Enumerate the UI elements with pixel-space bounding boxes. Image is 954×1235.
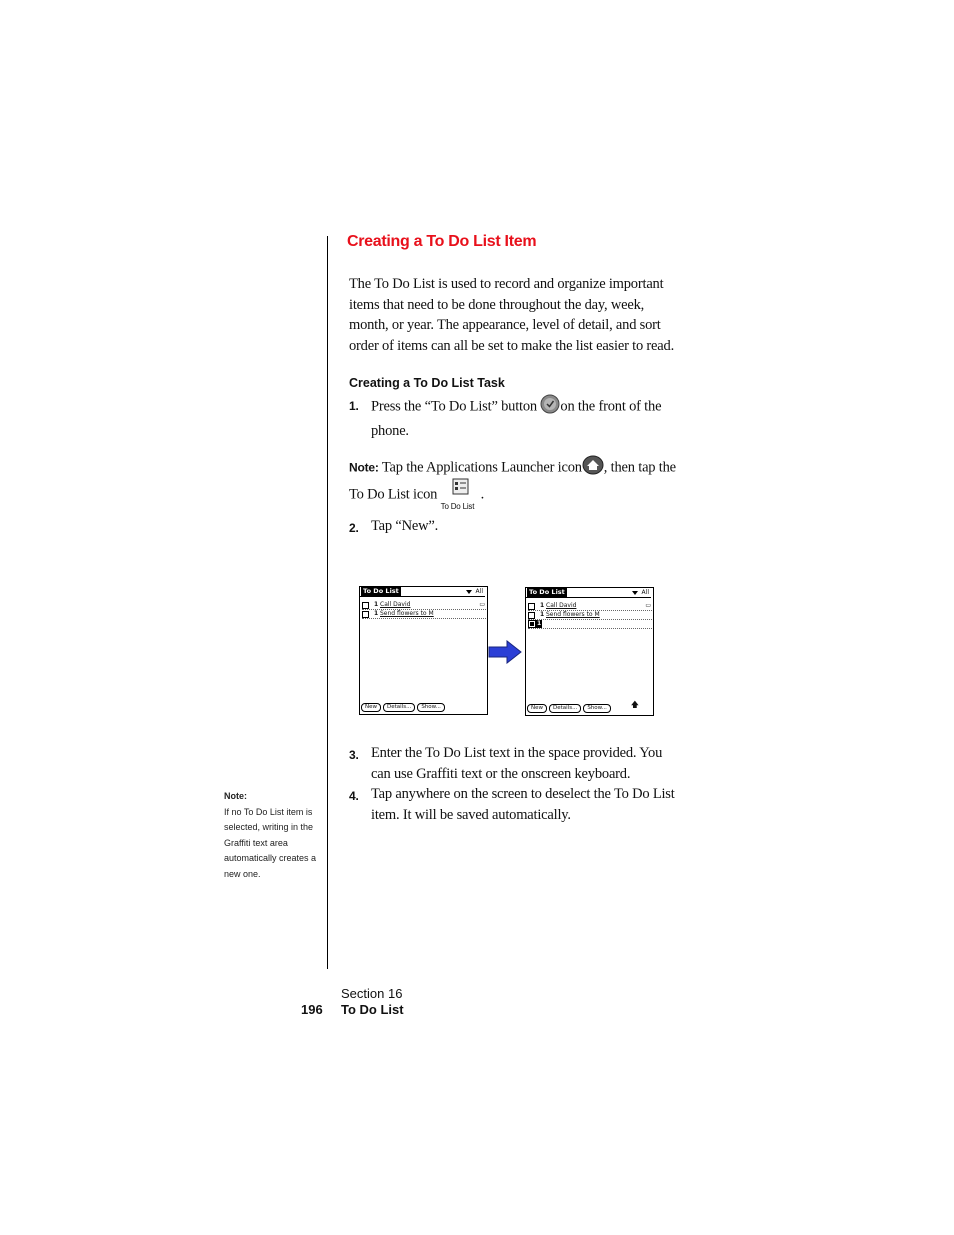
triangle-down-icon (632, 591, 638, 595)
checkbox (529, 621, 535, 627)
list-item[interactable]: 1 Send flowers to M (362, 610, 486, 619)
todo-screen-before (359, 586, 488, 715)
step-number: 3. (349, 748, 359, 762)
category-picker[interactable]: All (632, 588, 649, 597)
step-text: Tap anywhere on the screen to deselect the To Do List item. It will be saved automatically. (371, 786, 675, 823)
checkbox[interactable] (362, 611, 369, 618)
button-bar (361, 703, 486, 713)
step-number: 2. (349, 521, 359, 535)
todo-icon-caption: To Do List (440, 501, 475, 511)
show-button[interactable]: Show... (583, 704, 611, 713)
step-text: Tap “New”. (371, 518, 439, 534)
category-picker[interactable]: All (466, 587, 483, 596)
note-block: Note: Tap the Applications Launcher icon , then tap the To Do List icon To Do List . (349, 455, 679, 508)
checkbox[interactable] (528, 612, 535, 619)
step-number: 4. (349, 789, 359, 803)
checkbox[interactable] (528, 603, 535, 610)
margin-rule (327, 236, 328, 969)
intro-paragraph: The To Do List is used to record and organize important items that need to be done throughout the day, week, month, or year. The appearance, level of detail, and sort order of items can all be set to make the list easier to read. (349, 276, 675, 354)
footer-section: Section 16 (341, 986, 403, 1001)
step-text: Press the “To Do List” button on the front of the phone. (371, 394, 676, 441)
footer-chapter: To Do List (341, 1002, 404, 1017)
note-icon: ▭ (645, 602, 651, 609)
applications-launcher-icon (582, 455, 604, 482)
note-icon: ▭ (479, 601, 485, 608)
right-arrow-icon (488, 640, 522, 669)
note-label: Note: (349, 460, 379, 475)
side-note-label: Note: (224, 791, 247, 801)
screen-header (526, 588, 651, 598)
subheading: Creating a To Do List Task (349, 376, 505, 390)
list-item[interactable]: 1 Call David ▭ (362, 601, 486, 610)
step-text: Enter the To Do List text in the space provided. You can use Graffiti text or the onscreen keyboard. (371, 745, 663, 782)
new-list-item[interactable] (528, 620, 652, 629)
todo-list-app-icon (440, 482, 479, 511)
screen-title: To Do List (529, 588, 565, 596)
screen-title: To Do List (363, 587, 399, 595)
show-button[interactable]: Show... (417, 703, 445, 712)
side-note-text: If no To Do List item is selected, writing in the Graffiti text area automatically creates a new one. (224, 806, 317, 879)
shift-arrow-icon[interactable]: 🡅 (630, 700, 639, 709)
details-button[interactable]: Details... (383, 703, 415, 712)
list-item[interactable]: 1 Call David ▭ (528, 602, 652, 611)
screen-header (360, 587, 485, 597)
step-number: 1. (349, 399, 359, 413)
checkbox[interactable] (362, 602, 369, 609)
list-item[interactable]: 1 Send flowers to M (528, 611, 652, 620)
page-number: 196 (301, 1002, 323, 1017)
side-note (224, 789, 319, 883)
empty-row (528, 629, 652, 637)
new-button[interactable]: New (361, 703, 381, 712)
details-button[interactable]: Details... (549, 704, 581, 713)
todo-screen-after (525, 587, 654, 716)
section-title: Creating a To Do List Item (347, 233, 537, 250)
new-button[interactable]: New (527, 704, 547, 713)
triangle-down-icon (466, 590, 472, 594)
selected-new-item[interactable]: 1 (528, 620, 542, 628)
todo-button-icon (540, 394, 560, 421)
